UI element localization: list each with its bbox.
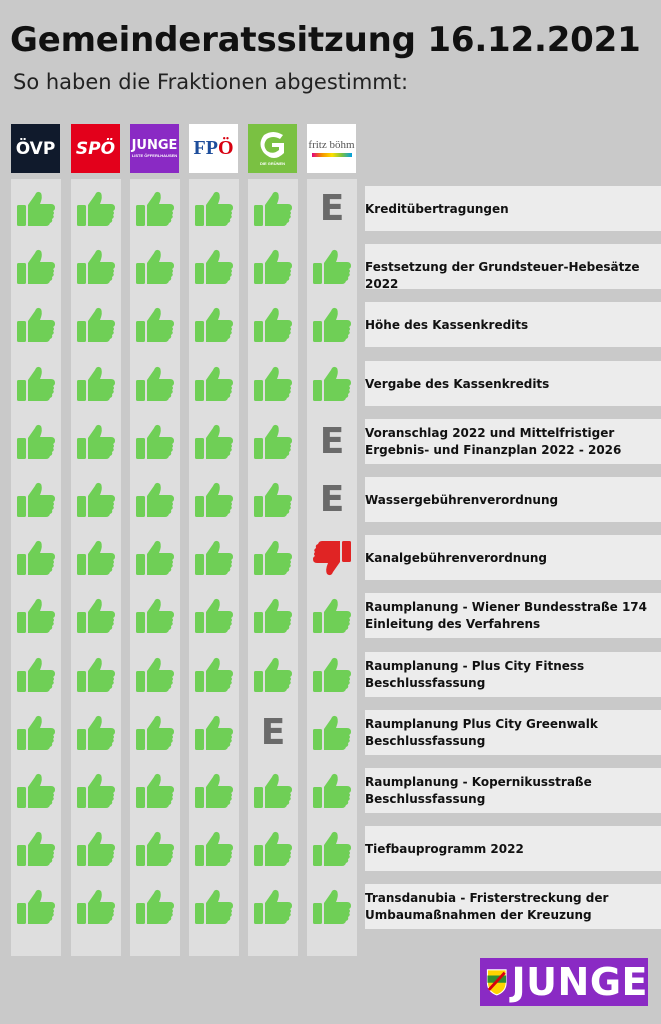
thumbs-up-icon xyxy=(130,596,180,636)
agenda-item-label: Raumplanung - Kopernikusstraße Beschlussfassung xyxy=(365,775,592,806)
crest-icon xyxy=(486,963,508,1001)
thumbs-up-icon xyxy=(11,247,61,287)
vote-abstain-boehm: E xyxy=(319,188,345,229)
thumbs-up-icon xyxy=(71,655,121,695)
thumbs-up-icon xyxy=(71,713,121,753)
vote-abstain-gruene: E xyxy=(260,712,286,753)
thumbs-up-icon xyxy=(71,887,121,927)
thumbs-up-icon xyxy=(130,189,180,229)
thumbs-up-icon xyxy=(248,305,298,345)
thumbs-up-icon xyxy=(11,771,61,811)
thumbs-up-icon xyxy=(307,596,357,636)
thumbs-up-icon xyxy=(11,189,61,229)
thumbs-up-icon xyxy=(248,364,298,404)
thumbs-up-icon xyxy=(307,305,357,345)
thumbs-up-icon xyxy=(11,364,61,404)
agenda-item-label: Kanalgebührenverordnung xyxy=(365,551,548,565)
thumbs-up-icon xyxy=(71,771,121,811)
thumbs-up-icon xyxy=(71,422,121,462)
boehm-logo-text: fritz böhm xyxy=(308,138,355,151)
thumbs-up-icon xyxy=(71,364,121,404)
thumbs-up-icon xyxy=(307,247,357,287)
thumbs-up-icon xyxy=(189,713,239,753)
vote-abstain-boehm: E xyxy=(319,479,345,520)
junge-logo-subtext: LISTE ÖFFERLHAUSEN xyxy=(131,152,178,158)
thumbs-up-icon xyxy=(248,655,298,695)
thumbs-up-icon xyxy=(11,480,61,520)
junge-logo xyxy=(130,124,179,173)
thumbs-up-icon xyxy=(189,596,239,636)
agenda-item-label: Tiefbauprogramm 2022 xyxy=(365,842,524,856)
agenda-item-label: Raumplanung Plus City Greenwalk Beschlussfassung xyxy=(365,717,598,748)
thumbs-up-icon xyxy=(130,713,180,753)
oevp-logo-text: ÖVP xyxy=(15,138,56,159)
thumbs-up-icon xyxy=(71,480,121,520)
thumbs-up-icon xyxy=(189,247,239,287)
agenda-item-label: Voranschlag 2022 und Mittelfristiger Ergebnis- und Finanzplan 2022 - 2026 xyxy=(365,426,622,457)
thumbs-up-icon xyxy=(130,422,180,462)
thumbs-up-icon xyxy=(130,305,180,345)
thumbs-up-icon xyxy=(11,596,61,636)
page-subtitle: So haben die Fraktionen abgestimmt: xyxy=(13,70,409,94)
thumbs-up-icon xyxy=(130,655,180,695)
thumbs-up-icon xyxy=(130,247,180,287)
thumbs-up-icon xyxy=(189,364,239,404)
thumbs-up-icon xyxy=(189,538,239,578)
thumbs-up-icon xyxy=(248,480,298,520)
thumbs-up-icon xyxy=(248,189,298,229)
agenda-item-label: Raumplanung - Plus City Fitness Beschlussfassung xyxy=(365,659,585,690)
thumbs-up-icon xyxy=(130,538,180,578)
thumbs-up-icon xyxy=(71,305,121,345)
thumbs-up-icon xyxy=(130,480,180,520)
thumbs-up-icon xyxy=(248,538,298,578)
agenda-item-label: Wassergebührenverordnung xyxy=(365,493,559,507)
agenda-item-label: Kreditübertragungen xyxy=(365,202,509,216)
thumbs-up-icon xyxy=(189,480,239,520)
thumbs-up-icon xyxy=(307,713,357,753)
thumbs-up-icon xyxy=(11,887,61,927)
thumbs-up-icon xyxy=(71,829,121,869)
thumbs-up-icon xyxy=(307,364,357,404)
gruene-leaf-icon xyxy=(256,131,290,161)
thumbs-up-icon xyxy=(189,305,239,345)
agenda-item-label: Höhe des Kassenkredits xyxy=(365,318,529,332)
thumbs-up-icon xyxy=(307,655,357,695)
agenda-item-label: Festsetzung der Grundsteuer-Hebesätze 2022 xyxy=(365,260,640,291)
thumbs-up-icon xyxy=(130,829,180,869)
thumbs-up-icon xyxy=(189,422,239,462)
agenda-item-label: Transdanubia - Fristerstreckung der Umbaumaßnahmen der Kreuzung xyxy=(365,891,609,922)
thumbs-up-icon xyxy=(189,189,239,229)
junge-logo-text: JUNGE xyxy=(131,137,178,153)
thumbs-up-icon xyxy=(11,422,61,462)
thumbs-up-icon xyxy=(248,422,298,462)
thumbs-up-icon xyxy=(130,887,180,927)
agenda-item-label: Vergabe des Kassenkredits xyxy=(365,377,550,391)
page-title: Gemeinderatssitzung 16.12.2021 xyxy=(10,20,641,60)
agenda-item-label: Raumplanung - Wiener Bundesstraße 174 Einleitung des Verfahrens xyxy=(365,600,647,631)
thumbs-up-icon xyxy=(248,887,298,927)
boehm-logo-stripe xyxy=(312,153,352,157)
thumbs-up-icon xyxy=(307,771,357,811)
fpo-logo xyxy=(189,124,238,173)
thumbs-up-icon xyxy=(130,771,180,811)
thumbs-up-icon xyxy=(11,713,61,753)
spoe-logo-text: SPÖ xyxy=(75,138,116,159)
junge-badge-text: JUNGE xyxy=(511,960,648,1004)
thumbs-up-icon xyxy=(71,189,121,229)
thumbs-up-icon xyxy=(11,829,61,869)
thumbs-up-icon xyxy=(189,887,239,927)
thumbs-down-icon xyxy=(307,538,357,578)
thumbs-up-icon xyxy=(11,305,61,345)
thumbs-up-icon xyxy=(307,887,357,927)
thumbs-up-icon xyxy=(189,771,239,811)
thumbs-up-icon xyxy=(71,596,121,636)
thumbs-up-icon xyxy=(189,829,239,869)
spoe-logo xyxy=(71,124,120,173)
thumbs-up-icon xyxy=(11,538,61,578)
thumbs-up-icon xyxy=(71,247,121,287)
thumbs-up-icon xyxy=(248,829,298,869)
thumbs-up-icon xyxy=(307,829,357,869)
vote-abstain-boehm: E xyxy=(319,421,345,462)
gruene-logo-text: DIE GRÜNEN xyxy=(259,161,286,166)
gruene-logo xyxy=(248,124,297,173)
oevp-logo xyxy=(11,124,60,173)
fpo-logo-text: FPÖ xyxy=(193,137,234,159)
thumbs-up-icon xyxy=(11,655,61,695)
thumbs-up-icon xyxy=(189,655,239,695)
boehm-logo xyxy=(307,124,356,173)
thumbs-up-icon xyxy=(71,538,121,578)
thumbs-up-icon xyxy=(248,771,298,811)
thumbs-up-icon xyxy=(130,364,180,404)
junge-badge xyxy=(480,958,648,1006)
thumbs-up-icon xyxy=(248,596,298,636)
thumbs-up-icon xyxy=(248,247,298,287)
